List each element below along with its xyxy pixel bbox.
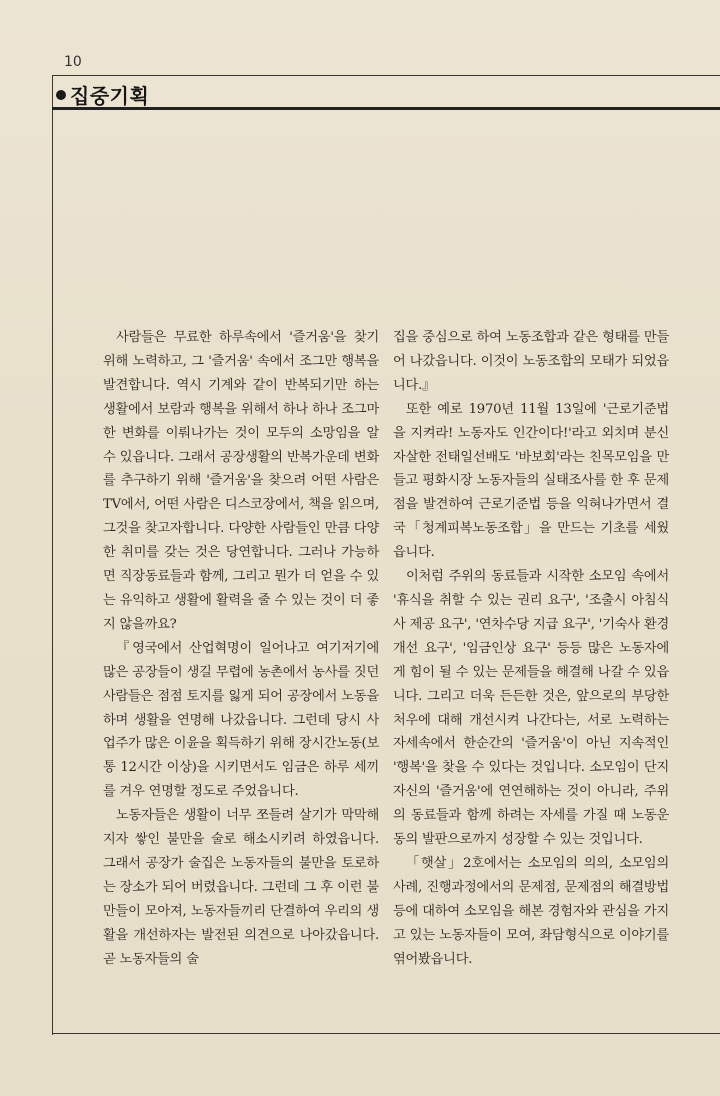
- paragraph: 사람들은 무료한 하루속에서 '즐거움'을 찾기 위해 노력하고, 그 '즐거움' 속에서 조그만 행복을 발견합니다. 역시 기계와 같이 반복되기만 하는 생활에서 보람과 행복을 위해서 하나 하나 조그마한 변화를 이뤄나가는 것이 모두의 소망임을 알 수 있읍니다. 그래서 공장생활의 반복가운데 변화를 추구하기 위해 '즐거움'을 찾으려 어떤 사람은 TV에서, 어떤 사람은 디스코장에서, 책을 읽으며,그것을 찾고자합니다. 다양한 사람들인 만큼 다양한 취미를 갖는 것은 당연합니다. 그러나 가능하면 직장동료들과 함께, 그리고 뭔가 더 얻을 수 있는 유익하고 생활에 활력을 줄 수 있는 것이 더 좋지 않을까요?: [103, 330, 379, 632]
- section-title: 집중기획: [70, 84, 150, 108]
- paragraph: 「햇살」2호에서는 소모임의 의의, 소모임의 사례, 진행과정에서의 문제점, 문제점의 해결방법 등에 대하여 소모임을 해본 경험자와 관심을 가지고 있는 노동자들이 모여, 좌담형식으로 이야기를 엮어봤읍니다.: [393, 855, 669, 967]
- page-number: 10: [64, 54, 82, 70]
- left-frame-rule: [52, 75, 53, 1035]
- right-text-column: [393, 326, 669, 971]
- paragraph: 집을 중심으로 하여 노동조합과 같은 형태를 만들어 나갔읍니다. 이것이 노동조합의 모태가 되었읍니다.』: [393, 330, 669, 393]
- section-heading: [56, 80, 149, 109]
- paragraph: 이처럼 주위의 동료들과 시작한 소모임 속에서 '휴식을 취할 수 있는 권리 요구', '조출시 아침식사 제공 요구', '연차수당 지급 요구', '기숙사 환경개선 요구', '임금인상 요구' 등등 많은 노동자에게 힘이 될 수 있는 문제들을 해결해 나갈 수 있읍니다. 그리고 더욱 든든한 것은, 앞으로의 부당한 처우에 대해 개선시켜 나간다는, 서로 노력하는 자세속에서 한순간의 '즐거움'이 아닌 지속적인 '행복'을 찾을 수 있다는 것입니다. 소모임이 단지 자신의 '즐거움'에 연연해하는 것이 아니라, 주위의 동료들과 함께 하려는 자세를 가질 때 노동운동의 발판으로까지 성장할 수 있는 것입니다.: [393, 569, 669, 848]
- left-text-column: [103, 326, 379, 971]
- paragraph: 『영국에서 산업혁명이 일어나고 여기저기에 많은 공장들이 생길 무렵에 농촌에서 농사를 짓던 사람들은 점점 토지를 잃게 되어 공장에서 노동을 하며 생활을 연명해 나갔읍니다. 그런데 당시 사업주가 많은 이윤을 획득하기 위해 장시간노동(보통 12시간 이상)을 시키면서도 임금은 하루 세끼를 겨우 연명할 정도로 주었읍니다.: [103, 640, 379, 800]
- heading-rule: [52, 107, 720, 110]
- bullet-dot-icon: [56, 90, 66, 100]
- paragraph: 또한 예로 1970년 11월 13일에 '근로기준법을 지켜라! 노동자도 인간이다!'라고 외치며 분신자살한 전태일선배도 '바보회'라는 친목모임을 만들고 평화시장 노동자들의 실태조사를 한 후 문제점을 발견하여 근로기준법 등을 익혀나가면서 결국「청계피복노동조합」을 만드는 기초를 세웠읍니다.: [393, 401, 669, 561]
- paragraph: 노동자들은 생활이 너무 쪼들려 살기가 막막해지자 쌓인 불만을 술로 해소시키려 하였읍니다. 그래서 공장가 술집은 노동자들의 불만을 토로하는 장소가 되어 버렸읍니다. 그런데 그 후 이런 불만들이 모아져, 노동자들끼리 단결하여 우리의 생활을 개선하자는 발전된 의견으로 나아갔읍니다. 곧 노동자들의 술: [103, 808, 379, 967]
- bottom-rule: [52, 1033, 720, 1034]
- top-rule: [52, 75, 720, 76]
